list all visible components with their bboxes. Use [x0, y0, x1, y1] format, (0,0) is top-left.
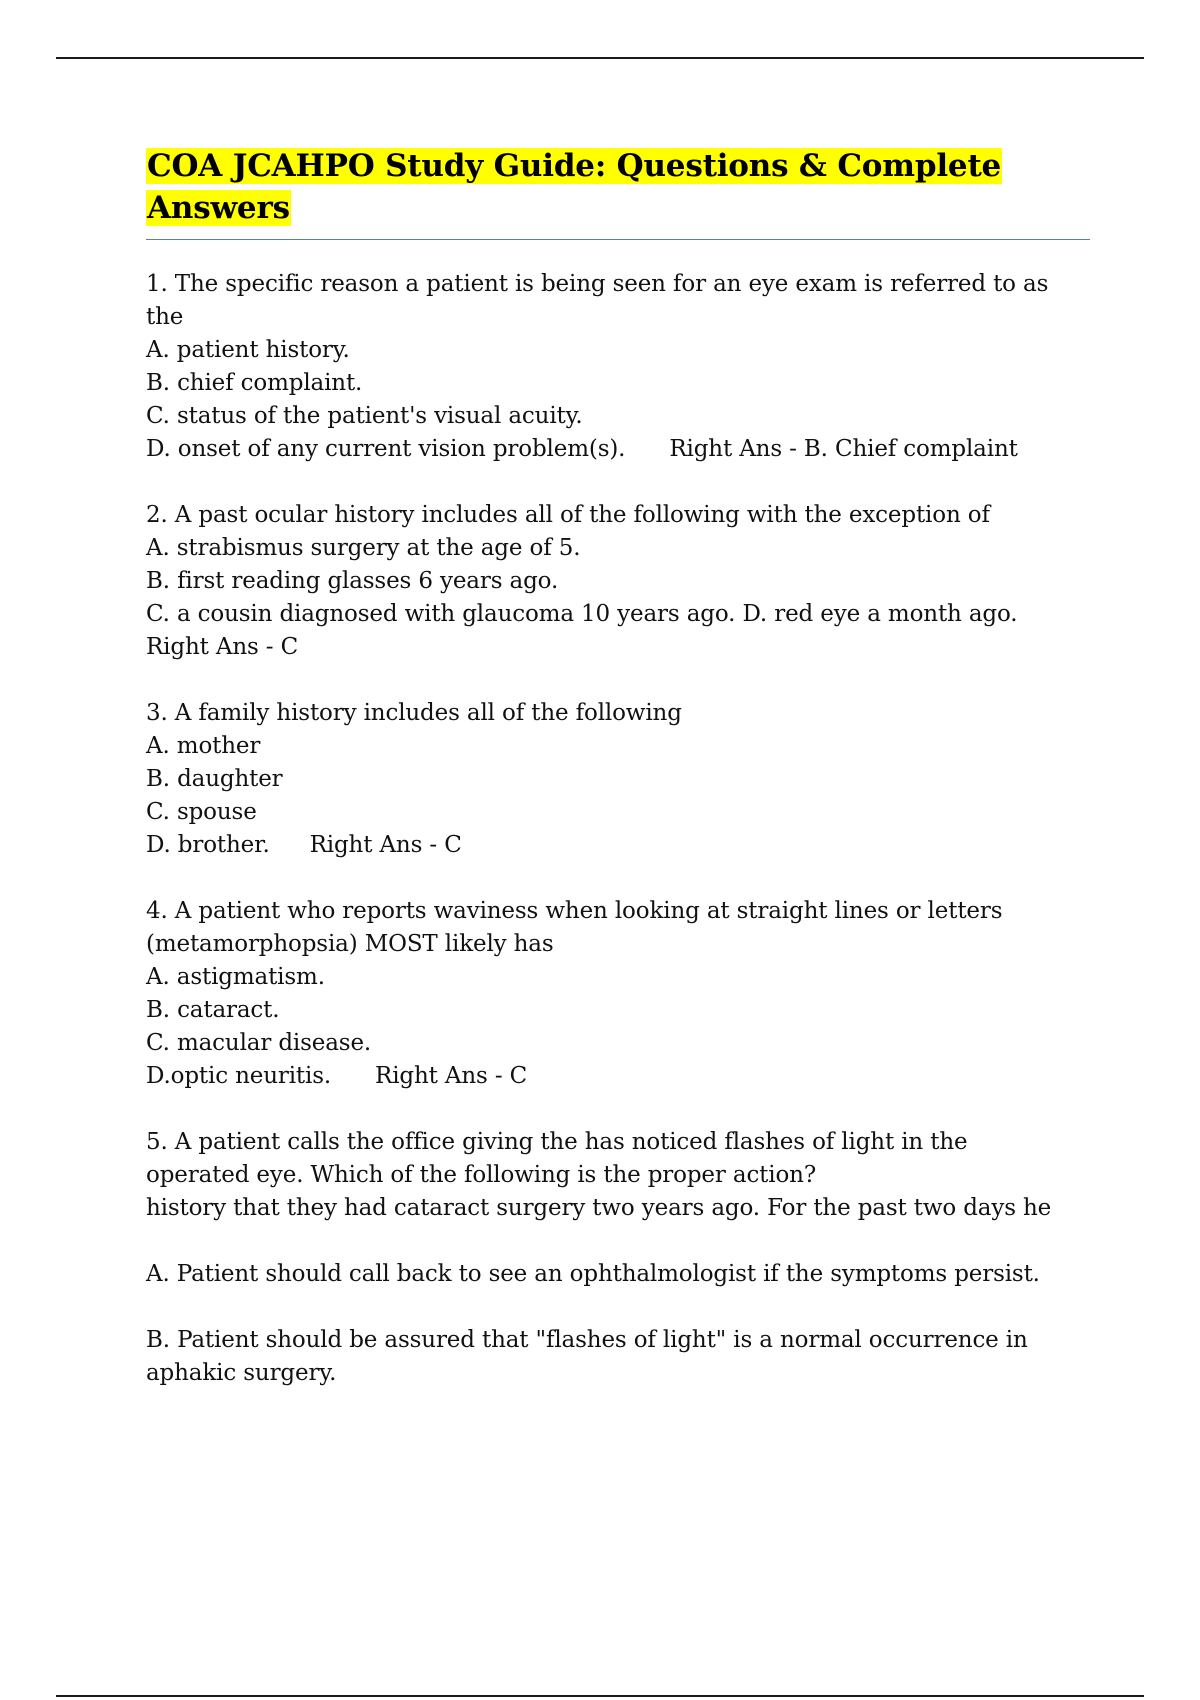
question-2-option-c-d: C. a cousin diagnosed with glaucoma 10 years ago. D. red eye a month ago.: [146, 601, 1018, 627]
question-4-option-b: B. cataract.: [146, 997, 280, 1023]
question-2-option-a: A. strabismus surgery at the age of 5.: [146, 535, 581, 561]
question-5: [146, 1126, 1090, 1390]
question-1-option-b: B. chief complaint.: [146, 370, 363, 396]
document-body: [146, 145, 1090, 1390]
question-3-option-b: B. daughter: [146, 766, 283, 792]
question-3-option-d: D. brother.: [146, 832, 270, 858]
question-4-answer: Right Ans - C: [375, 1063, 528, 1089]
question-4-option-c: C. macular disease.: [146, 1030, 372, 1056]
question-3-answer: Right Ans - C: [309, 832, 462, 858]
question-1-stem-line-1: 1. The specific reason a patient is being seen for an eye exam is referred to as: [146, 271, 1049, 297]
question-4-option-d: D.optic neuritis.: [146, 1063, 332, 1089]
question-5-option-a: A. Patient should call back to see an ophthalmologist if the symptoms persist.: [146, 1261, 1040, 1287]
question-4-option-d-row: [146, 1060, 1090, 1093]
question-5-option-b-line-1: B. Patient should be assured that "flashes of light" is a normal occurrence in: [146, 1327, 1028, 1353]
question-1-option-d-row: [146, 433, 1090, 466]
question-2-option-b: B. first reading glasses 6 years ago.: [146, 568, 559, 594]
document-title-line-2: Answers: [147, 190, 290, 226]
question-5-stem-line-2: operated eye. Which of the following is the proper action?: [146, 1162, 817, 1188]
question-2: [146, 499, 1090, 664]
question-1-answer: Right Ans - B. Chief complaint: [669, 436, 1018, 462]
question-3-option-d-row: [146, 829, 1090, 862]
question-4: [146, 895, 1090, 1093]
question-4-option-a: A. astigmatism.: [146, 964, 325, 990]
question-2-answer: Right Ans - C: [146, 634, 299, 660]
question-1-option-c: C. status of the patient's visual acuity.: [146, 403, 583, 429]
document-title-line-1: COA JCAHPO Study Guide: Questions & Complete: [147, 148, 1002, 184]
header-rule: [56, 57, 1144, 59]
question-3-option-c: C. spouse: [146, 799, 257, 825]
question-3: [146, 697, 1090, 862]
question-5-stem-line-3: history that they had cataract surgery two years ago. For the past two days he: [146, 1195, 1052, 1221]
document-title: [146, 145, 1090, 229]
question-5-stem-line-1: 5. A patient calls the office giving the has noticed flashes of light in the: [146, 1129, 968, 1155]
question-1-option-d: D. onset of any current vision problem(s).: [146, 436, 626, 462]
question-3-option-a: A. mother: [146, 733, 261, 759]
question-2-stem: 2. A past ocular history includes all of the following with the exception of: [146, 502, 990, 528]
footer-rule: [56, 1695, 1144, 1697]
question-4-stem-line-2: (metamorphopsia) MOST likely has: [146, 931, 554, 957]
title-block: [146, 145, 1090, 240]
question-3-stem: 3. A family history includes all of the following: [146, 700, 682, 726]
question-4-stem-line-1: 4. A patient who reports waviness when looking at straight lines or letters: [146, 898, 1003, 924]
question-1-stem-line-2: the: [146, 304, 184, 330]
question-5-option-b-line-2: aphakic surgery.: [146, 1360, 337, 1386]
question-1-option-a: A. patient history.: [146, 337, 350, 363]
question-1: [146, 268, 1090, 466]
